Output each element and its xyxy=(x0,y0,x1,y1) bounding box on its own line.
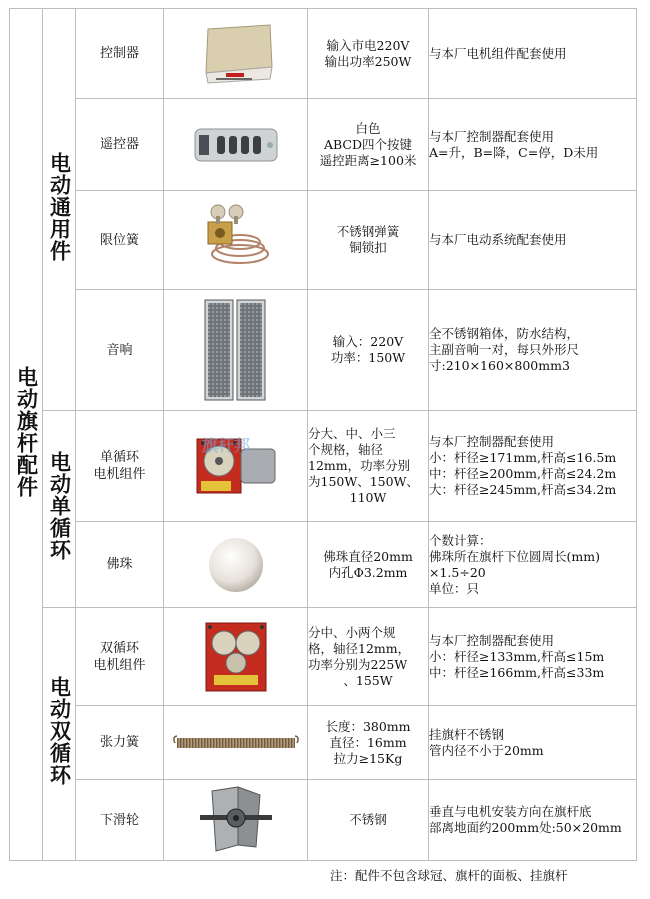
part-spec: 不锈钢 xyxy=(308,780,429,861)
part-spec: 白色 ABCD四个按键 遥控距离≥100米 xyxy=(308,99,429,191)
table-row xyxy=(10,608,637,706)
controller-image xyxy=(164,9,308,99)
part-name: 遥控器 xyxy=(76,99,164,191)
table-row xyxy=(10,9,637,99)
part-note: 垂直与电机安装方向在旗杆底 部离地面约200mm处:50×20mm xyxy=(429,780,637,861)
table-row xyxy=(10,191,637,290)
table-row xyxy=(10,99,637,191)
single-motor-image xyxy=(164,411,308,522)
part-name: 音响 xyxy=(76,290,164,411)
table-row xyxy=(10,411,637,522)
part-note: 全不锈钢箱体，防水结构， 主副音响一对，每只外形尺 寸:210×160×800mm3 xyxy=(429,290,637,411)
part-spec: 分大、中、小三 个规格，轴径 12mm，功率分别 为150W、150W、 110W xyxy=(308,411,429,522)
parts-spec-table xyxy=(9,8,637,861)
lower-pulley-image xyxy=(164,780,308,861)
category-double-label: 电动双循环 xyxy=(47,676,72,786)
part-name: 单循环 电机组件 xyxy=(76,411,164,522)
part-name: 限位簧 xyxy=(76,191,164,290)
part-name: 双循环 电机组件 xyxy=(76,608,164,706)
tension-spring-image xyxy=(164,706,308,780)
part-spec: 输入市电220V 输出功率250W xyxy=(308,9,429,99)
category-double-cell xyxy=(43,608,76,861)
part-name: 控制器 xyxy=(76,9,164,99)
part-spec: 不锈钢弹簧 铜锁扣 xyxy=(308,191,429,290)
part-spec: 输入：220V 功率：150W xyxy=(308,290,429,411)
main-category-cell xyxy=(10,9,43,861)
part-name: 下滑轮 xyxy=(76,780,164,861)
part-note: 个数计算： 佛珠所在旗杆下位圆周长(mm) ×1.5÷20 单位：只 xyxy=(429,522,637,608)
part-note: 与本厂控制器配套使用 小：杆径≥171mm,杆高≤16.5m 中：杆径≥200mm,杆高≤24.2m 大：杆径≥245mm,杆高≤34.2m xyxy=(429,411,637,522)
footnote: 注：配件不包含球冠、旗杆的面板、挂旗杆 xyxy=(330,868,568,883)
part-note: 与本厂电机组件配套使用 xyxy=(429,9,637,99)
remote-control-image xyxy=(164,99,308,191)
main-category-label: 电动旗杆配件 xyxy=(14,365,39,498)
category-common-label: 电动通用件 xyxy=(47,151,72,262)
table-row xyxy=(10,522,637,608)
category-single-cell xyxy=(43,411,76,608)
bead-image xyxy=(164,522,308,608)
part-spec: 长度：380mm 直径：16mm 拉力≥15Kg xyxy=(308,706,429,780)
part-note: 与本厂控制器配套使用 A=升，B=降，C=停，D未用 xyxy=(429,99,637,191)
double-motor-image xyxy=(164,608,308,706)
table-row xyxy=(10,780,637,861)
part-note: 挂旗杆不锈钢 管内径不小于20mm xyxy=(429,706,637,780)
table-row xyxy=(10,706,637,780)
category-single-label: 电动单循环 xyxy=(47,451,72,561)
part-spec: 佛珠直径20mm 内孔Φ3.2mm xyxy=(308,522,429,608)
category-common-cell xyxy=(43,9,76,411)
watermark: 旗杆邦 xyxy=(202,436,251,455)
part-note: 与本厂电动系统配套使用 xyxy=(429,191,637,290)
part-spec: 分中、小两个规 格，轴径12mm， 功率分别为225W 、155W xyxy=(308,608,429,706)
speaker-image xyxy=(164,290,308,411)
part-note: 与本厂控制器配套使用 小：杆径≥133mm,杆高≤15m 中：杆径≥166mm,杆高≤33m xyxy=(429,608,637,706)
part-name: 张力簧 xyxy=(76,706,164,780)
limit-spring-image xyxy=(164,191,308,290)
table-row xyxy=(10,290,637,411)
part-name: 佛珠 xyxy=(76,522,164,608)
